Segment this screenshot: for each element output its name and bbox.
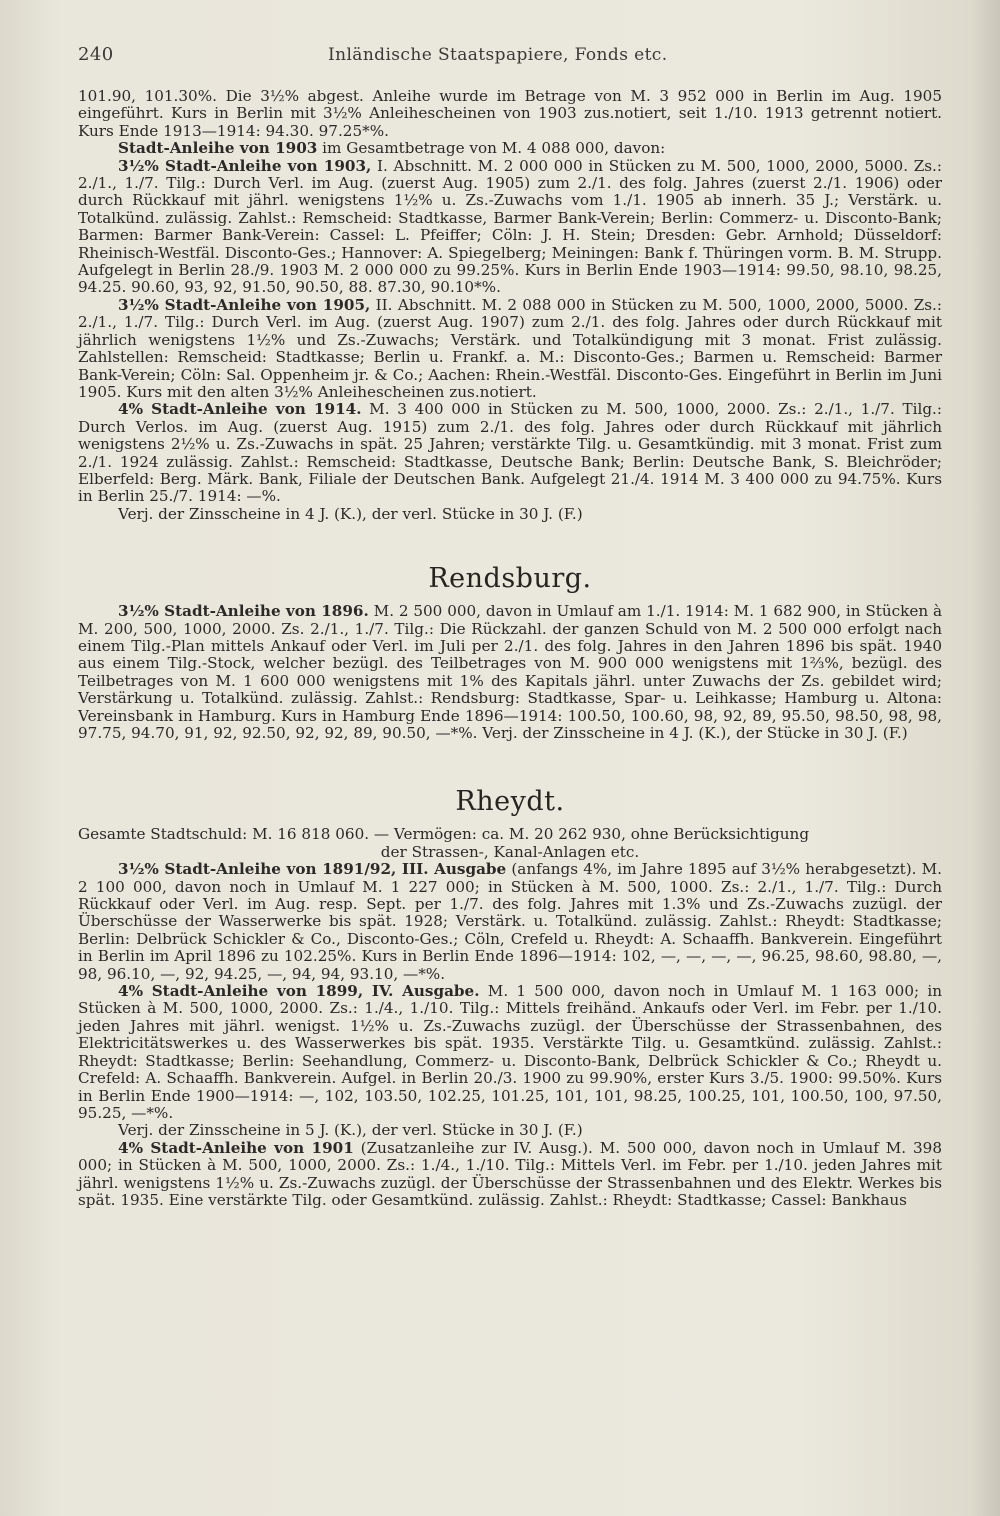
paragraph-anleihe-1914: 4% Stadt-Anleihe von 1914. M. 3 400 000 in Stücken zu M. 500, 1000, 2000. Zs.: 2./1., 1./7. Tilg.: Durch Verlos. im Aug. (zuerst Aug. 1915) zum 2./1. des folg. Jahres oder durch Rückkauf mit jährlich wenigstens 2½% u. Zs.-Zuwachs in spät. 25 Jahren; verstärkte Tilg. u. Gesamtkündig. mit 3 monat. Frist zum 2./1. 1924 zulässig. Zahlst.: Remscheid: Stadtkasse, Deutsche Bank; Berlin: Deutsche Bank, S. Bleichröder; Elberfeld: Berg. Märk. Bank, Filiale der Deutschen Bank. Aufgelegt 21./4. 1914 M. 3 400 000 zu 94.75%. Kurs in Berlin 25./7. 1914: —%. [78,400,942,506]
paragraph-rheydt-anleihe-1891: 3½% Stadt-Anleihe von 1891/92, III. Ausgabe (anfangs 4%, im Jahre 1895 auf 3½% herabgesetzt). M. 2 100 000, davon noch in Umlauf M. 1 227 000; in Stücken à M. 500, 1000. Zs.: 2./1., 1./7. Tilg.: Durch Rückkauf oder Verl. im Aug. resp. Sept. per 1./7. des folg. Jahres mit 1.3% und Zs.-Zuwachs zuzügl. der Überschüsse der Wasserwerke bis spät. 1928; Verstärk. u. Totalkünd. zulässig. Zahlst.: Rheydt: Stadtkasse; Berlin: Delbrück Schickler & Co., Disconto-Ges.; Cöln, Crefeld u. Rheydt: A. Schaaffh. Bankverein. Eingeführt in Berlin im April 1896 zu 102.25%. Kurs in Berlin Ende 1896—1914: 102, —, —, —, —, 96.25, 98.60, 98.80, —, 98, 96.10, —, 92, 94.25, —, 94, 94, 93.10, —*%. [78,860,942,983]
paragraph-rheydt-anleihe-1901: 4% Stadt-Anleihe von 1901 (Zusatzanleihe zur IV. Ausg.). M. 500 000, davon noch in Umlauf M. 398 000; in Stücken à M. 500, 1000, 2000. Zs.: 1./4., 1./10. Tilg.: Mittels Verl. im Febr. per 1./10. jeden Jahres mit jährl. wenigstens 1½% u. Zs.-Zuwachs zuzügl. der Überschüsse der Strassenbahnen und des Elektr. Werkes bis spät. 1935. Eine verstärkte Tilg. oder Gesamtkünd. zulässig. Zahlst.: Rheydt: Stadtkasse; Cassel: Bankhaus [78,1138,943,1209]
paragraph-remscheid-intro: 101.90, 101.30%. Die 3½% abgest. Anleihe wurde im Betrage von M. 3 952 000 in Berlin im Aug. 1905 eingeführt. Kurs in Berlin mit 3½% Anleihescheinen von 1903 zus.notiert, seit 1./10. 1913 getrennt notiert. Kurs Ende 1913—1914: 94.30. 97.25*%. [78,87,942,140]
running-title: Inländische Staatspapiere, Fonds etc. [328,45,668,65]
heading-anleihe-1903-abschnitt-1: 3½% Stadt-Anleihe von 1903, [118,156,372,175]
heading-rheydt-anleihe-1901: 4% Stadt-Anleihe von 1901 [118,1138,354,1157]
page-number: 240 [78,44,114,65]
paragraph-rheydt-stadtschuld: Gesamte Stadtschuld: M. 16 818 060. — Vermögen: ca. M. 20 262 930, ohne Berücksichtigung [78,825,810,844]
paragraph-stadt-anleihe-1903: Stadt-Anleihe von 1903 im Gesamtbetrage von M. 4 088 000, davon: [118,139,666,158]
city-heading-rendsburg: Rendsburg. [428,563,592,595]
paragraph-rendsburg-anleihe-1896: 3½% Stadt-Anleihe von 1896. M. 2 500 000, davon in Umlauf am 1./1. 1914: M. 1 682 900, in Stücken à M. 200, 500, 1000, 2000. Zs. 2./1., 1./7. Tilg.: Die Rückzahl. der ganzen Schuld von M. 2 500 000 erfolgt nach einem Tilg.-Plan mittels Ankauf oder Verl. im Juli per 2./1. des folg. Jahres in den Jahren 1896 bis spät. 1940 aus einem Tilg.-Stock, welcher bezügl. des Teilbetrages von M. 900 000 wenigstens mit 1⅔%, bezügl. des Teilbetrages von M. 1 600 000 wenigstens mit 1% des Kapitals jährl. unter Zuwachs der Zs. gebildet wird; Verstärkung u. Totalkünd. zulässig. Zahlst.: Rendsburg: Stadtkasse, Spar- u. Leihkasse; Hamburg u. Altona: Vereinsbank in Hamburg. Kurs in Hamburg Ende 1896—1914: 100.50, 100.60, 98, 92, 89, 95.50, 98.50, 98, 98, 97.75, 94.70, 91, 92, 92.50, 92, 92, 89, 90.50, —*%. Verj. der Zinsscheine in 4 J. (K.), der Stücke in 30 J. (F.) [78,602,943,742]
paragraph-verjaehrung-rheydt: Verj. der Zinsscheine in 5 J. (K.), der verl. Stücke in 30 J. (F.) [118,1121,583,1140]
heading-anleihe-1905: 3½% Stadt-Anleihe von 1905, [118,295,371,314]
heading-rendsburg-anleihe-1896: 3½% Stadt-Anleihe von 1896. [118,602,369,621]
paragraph-verjaehrung-remscheid: Verj. der Zinsscheine in 4 J. (K.), der verl. Stücke in 30 J. (F.) [118,504,583,523]
city-heading-rheydt: Rheydt. [455,786,565,818]
page-header [78,44,942,74]
heading-rheydt-anleihe-1899: 4% Stadt-Anleihe von 1899, IV. Ausgabe. [118,982,480,1001]
paragraph-anleihe-1905: 3½% Stadt-Anleihe von 1905, II. Abschnitt. M. 2 088 000 in Stücken zu M. 500, 1000, 2000, 5000. Zs.: 2./1., 1./7. Tilg.: Durch Verl. im Aug. (zuerst Aug. 1907) zum 2./1. des folg. Jahres oder durch Rückkauf mit jährlich wenigstens 1½% und Zs.-Zuwachs; Verstärk. und Totalkündigung mit 3 monat. Frist zulässig. Zahlstellen: Remscheid: Stadtkasse; Berlin u. Frankf. a. M.: Disconto-Ges.; Barmen u. Remscheid: Barmer Bank-Verein; Cöln: Sal. Oppenheim jr. & Co.; Aachen: Rhein.-Westfäl. Disconto-Ges. Eingeführt in Berlin im Juni 1905. Kurs mit den alten 3½% Anleihescheinen zus.notiert. [78,295,942,401]
paragraph-rheydt-anleihe-1899: 4% Stadt-Anleihe von 1899, IV. Ausgabe. M. 1 500 000, davon noch in Umlauf M. 1 163 000; in Stücken à M. 500, 1000, 2000. Zs.: 1./4., 1./10. Tilg.: Mittels freihänd. Ankaufs oder Verl. im Febr. per 1./10. jeden Jahres mit jährl. wenigst. 1½% u. Zs.-Zuwachs zuzügl. der Überschüsse der Strassenbahnen, des Elektricitätswerkes u. des Wasserwerkes bis spät. 1935. Verstärkte Tilg. u. Gesamtkünd. zulässig. Zahlst.: Rheydt: Stadtkasse; Berlin: Seehandlung, Commerz- u. Disconto-Bank, Delbrück Schickler & Co.; Rheydt u. Crefeld: A. Schaaffh. Bankverein. Aufgel. in Berlin 20./3. 1900 zu 99.90%, erster Kurs 3./5. 1900: 99.50%. Kurs in Berlin Ende 1900—1914: —, 102, 103.50, 102.25, 101.25, 101, 101, 98.25, 100.25, 101, 100.50, 100, 97.50, 95.25, —*%. [78,982,942,1122]
heading-rheydt-anleihe-1891: 3½% Stadt-Anleihe von 1891/92, III. Ausgabe [118,860,507,879]
heading-anleihe-1914: 4% Stadt-Anleihe von 1914. [118,400,362,419]
paragraph-anleihe-1903-abschnitt-1: 3½% Stadt-Anleihe von 1903, I. Abschnitt. M. 2 000 000 in Stücken zu M. 500, 1000, 2000, 5000. Zs.: 2./1., 1./7. Tilg.: Durch Verl. im Aug. (zuerst Aug. 1905) zum 2./1. des folg. Jahres (zuerst 2./1. 1906) oder durch Rückkauf mit jährl. wenigstens 1½% u. Zs.-Zuwachs vom 1./1. 1905 ab innerh. 35 J.; Verstärk. u. Totalkünd. zulässig. Zahlst.: Remscheid: Stadtkasse, Barmer Bank-Verein; Berlin: Commerz- u. Disconto-Bank; Barmen: Barmer Bank-Verein: Cassel: L. Pfeiffer; Cöln: J. H. Stein; Dresden: Gebr. Arnhold; Düsseldorf: Rheinisch-Westfäl. Disconto-Ges.; Hannover: A. Spiegelberg; Meiningen: Bank f. Thüringen vorm. B. M. Strupp. Aufgelegt in Berlin 28./9. 1903 M. 2 000 000 zu 99.25%. Kurs in Berlin Ende 1903—1914: 99.50, 98.10, 98.25, 94.25. 90.60, 93, 92, 91.50, 90.50, 88. 87.30, 90.10*%. [78,156,942,297]
paragraph-rheydt-stadtschuld-cont: der Strassen-, Kanal-Anlagen etc. [380,842,640,861]
heading-stadt-anleihe-1903: Stadt-Anleihe von 1903 [118,139,318,158]
